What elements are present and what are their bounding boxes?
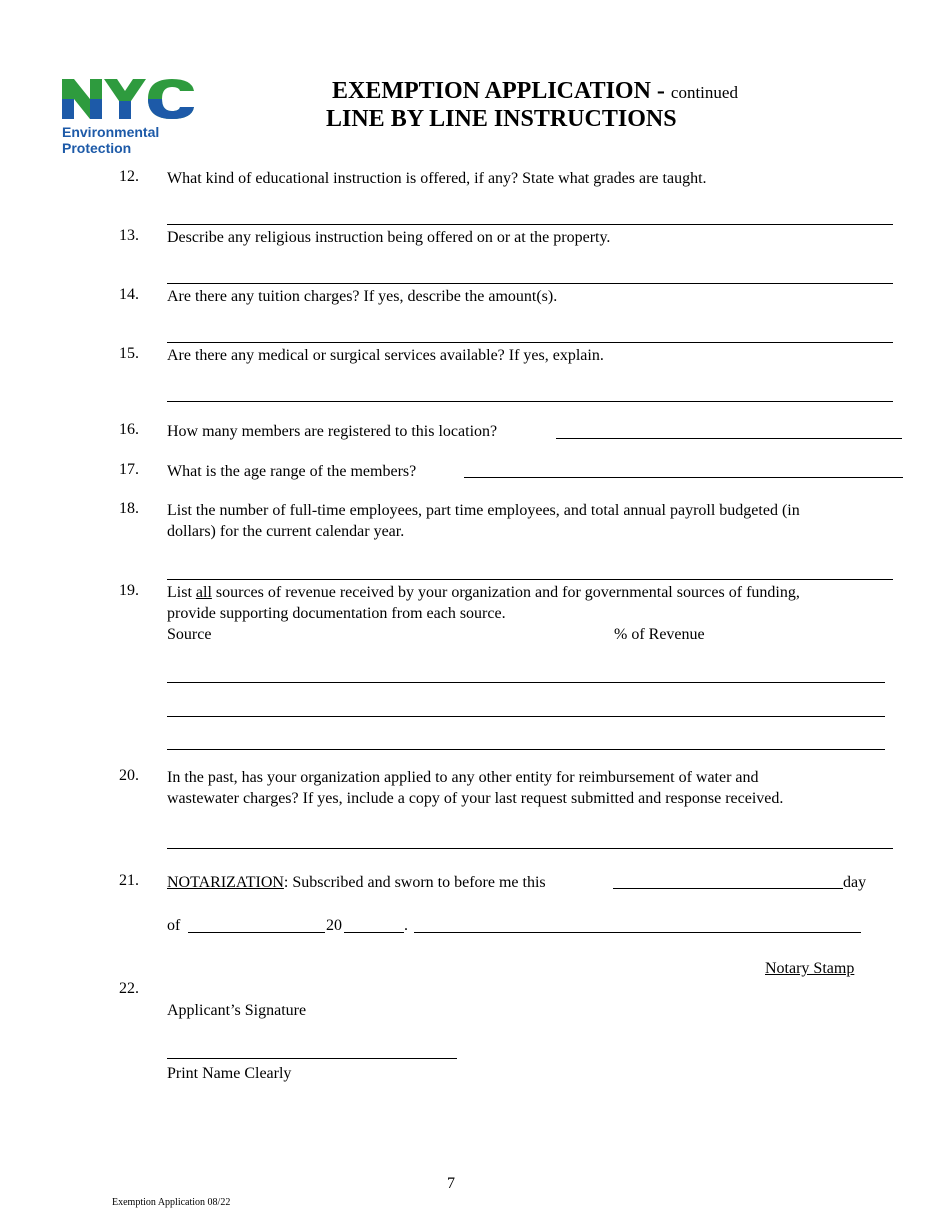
q12-text: What kind of educational instruction is offered, if any? State what grades are taught.	[167, 170, 707, 187]
q13-text: Describe any religious instruction being offered on or at the property.	[167, 229, 611, 246]
form-id: Exemption Application 08/22	[112, 1197, 231, 1208]
q18-number: 18.	[119, 500, 139, 517]
q16-answer-line[interactable]	[556, 438, 902, 439]
q20-line-2: wastewater charges? If yes, include a copy of your last request submitted and response received.	[167, 790, 784, 807]
title-continued: continued	[670, 83, 738, 102]
q19-answer-line-3[interactable]	[167, 749, 885, 750]
q21-number: 21.	[119, 872, 139, 889]
q21-year-prefix: 20	[326, 917, 342, 934]
q20-number: 20.	[119, 767, 139, 784]
q20-line-1: In the past, has your organization applied to any other entity for reimbursement of water and	[167, 769, 759, 786]
q19-answer-line-2[interactable]	[167, 716, 885, 717]
q14-number: 14.	[119, 286, 139, 303]
q19-col-source: Source	[167, 626, 212, 643]
q13-number: 13.	[119, 227, 139, 244]
nyc-dep-logo	[62, 75, 196, 156]
q20-answer-line[interactable]	[167, 848, 893, 849]
print-name-label: Print Name Clearly	[167, 1065, 292, 1082]
q17-number: 17.	[119, 461, 139, 478]
q13-answer-line[interactable]	[167, 283, 893, 284]
q21-day-label: day	[843, 874, 867, 891]
q19-col-percent: % of Revenue	[614, 626, 705, 643]
logo-line-1: Environmental	[62, 124, 160, 140]
notary-stamp-label: Notary Stamp	[765, 960, 855, 977]
q21-of-label: of	[167, 917, 181, 934]
q19-number: 19.	[119, 582, 139, 599]
q19-line-1	[167, 582, 800, 603]
q17-text: What is the age range of the members?	[167, 463, 417, 480]
page-number: 7	[447, 1175, 455, 1192]
q21-sworn-text: : Subscribed and sworn to before me this	[283, 874, 546, 891]
q17-answer-line[interactable]	[464, 477, 903, 478]
q14-text: Are there any tuition charges? If yes, describe the amount(s).	[167, 288, 558, 305]
q19-pre: List	[167, 584, 196, 601]
q14-answer-line[interactable]	[167, 342, 893, 343]
q21-notary-signature-line[interactable]	[414, 932, 861, 933]
page-subtitle: LINE BY LINE INSTRUCTIONS	[326, 106, 677, 132]
print-name-line[interactable]	[167, 1058, 457, 1059]
q21-period: .	[404, 917, 408, 934]
q19-all: all	[195, 584, 212, 601]
q19-post: sources of revenue received by your organization and for governmental sources of funding,	[211, 584, 800, 601]
notarization-label: NOTARIZATION	[167, 874, 284, 891]
applicant-signature-label: Applicant’s Signature	[167, 1002, 307, 1019]
q22-number: 22.	[119, 980, 139, 997]
q18-answer-line[interactable]	[167, 579, 893, 580]
q18-line-2: dollars) for the current calendar year.	[167, 523, 405, 540]
q19-line-2: provide supporting documentation from each source.	[167, 605, 506, 622]
nyc-logo-mark	[62, 75, 196, 119]
q15-text: Are there any medical or surgical services available? If yes, explain.	[167, 347, 604, 364]
logo-line-2: Protection	[62, 140, 132, 156]
q21-year-line[interactable]	[344, 932, 404, 933]
q19-answer-line-1[interactable]	[167, 682, 885, 683]
q16-number: 16.	[119, 421, 139, 438]
q16-text: How many members are registered to this location?	[167, 423, 498, 440]
q12-number: 12.	[119, 168, 139, 185]
q21-month-line[interactable]	[188, 932, 325, 933]
q21-day-line[interactable]	[613, 888, 843, 889]
q18-line-1: List the number of full-time employees, part time employees, and total annual payroll budgeted (in	[167, 502, 800, 519]
page-title	[332, 78, 738, 105]
q15-number: 15.	[119, 345, 139, 362]
q12-answer-line[interactable]	[167, 224, 893, 225]
q21-text	[167, 872, 546, 893]
title-main: EXEMPTION APPLICATION -	[332, 78, 671, 104]
q15-answer-line[interactable]	[167, 401, 893, 402]
